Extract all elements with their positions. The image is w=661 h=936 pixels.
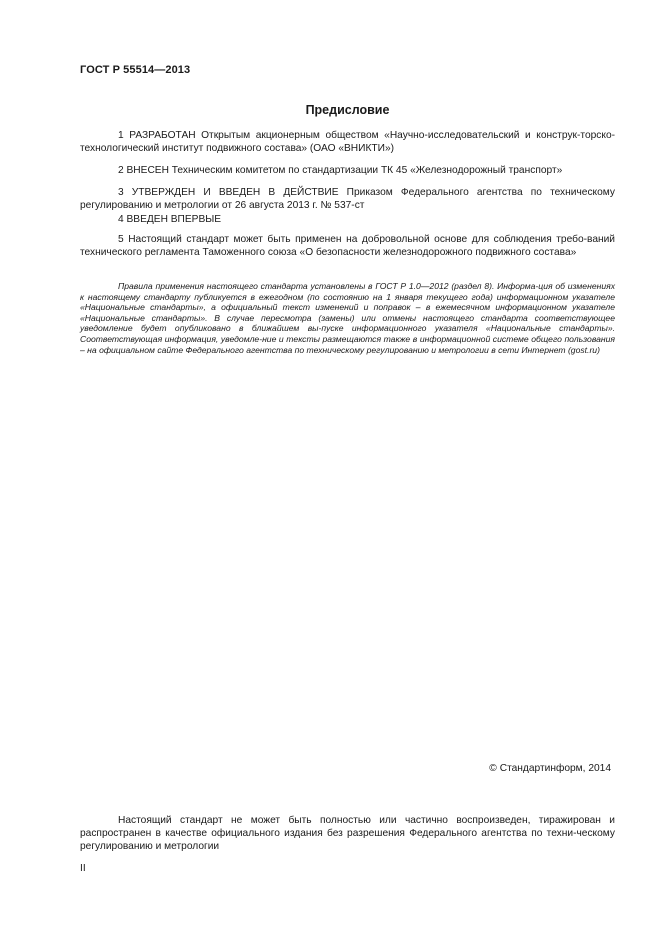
paragraph-voluntary-application: 5 Настоящий стандарт может быть применен на добровольной основе для соблюдения требо-ваний технического регламента Таможенного союза «О безопасности железнодорожного подвижного состава»	[80, 234, 615, 258]
paragraph-developed-by: 1 РАЗРАБОТАН Открытым акционерным обществом «Научно-исследовательский и конструк-торско-технологический институт подвижного состава» (ОАО «ВНИКТИ»)	[80, 130, 615, 154]
copyright-icon: ©	[489, 763, 497, 774]
page-title: Предисловие	[305, 103, 390, 117]
document-id: ГОСТ Р 55514—2013	[80, 64, 191, 76]
page-number: II	[80, 863, 86, 874]
reproduction-notice: Настоящий стандарт не может быть полностью или частично воспроизведен, тиражирован и распространен в качестве официального издания без разрешения Федерального агентства по техни-ческому регулированию и метрологии	[80, 815, 615, 853]
copyright-text: Стандартинформ, 2014	[499, 763, 611, 774]
paragraph-first-introduced: 4 ВВЕДЕН ВПЕРВЫЕ	[118, 214, 222, 225]
application-rules-note: Правила применения настоящего стандарта установлены в ГОСТ Р 1.0—2012 (раздел 8). Информа-ция об изменениях к настоящему стандарту публикуется в ежегодном (по состоянию на 1 января текущего года) информационном указателе «Национальные стандарты», а официальный текст изменений и поправок – в ежемесячном информационном указателе «Национальные стандарты». В случае пересмотра (замены) или отмены настоящего стандарта соответствующее уведомление будет опубликовано в ближайшем вы-пуске информационного указателя «Национальные стандарты». Соответствующая информация, уведомле-ние и тексты размещаются также в информационной системе общего пользования – на официальном сайте Федерального агентства по техническому регулированию и метрологии в сети Интернет (gost.ru)	[80, 281, 615, 355]
paragraph-approved: 3 УТВЕРЖДЕН И ВВЕДЕН В ДЕЙСТВИЕ Приказом Федерального агентства по техническому регулированию и метрологии от 26 августа 2013 г. № 537-ст	[80, 187, 615, 211]
paragraph-introduced-by: 2 ВНЕСЕН Техническим комитетом по стандартизации ТК 45 «Железнодорожный транспорт»	[118, 165, 563, 176]
copyright-line	[489, 763, 611, 774]
